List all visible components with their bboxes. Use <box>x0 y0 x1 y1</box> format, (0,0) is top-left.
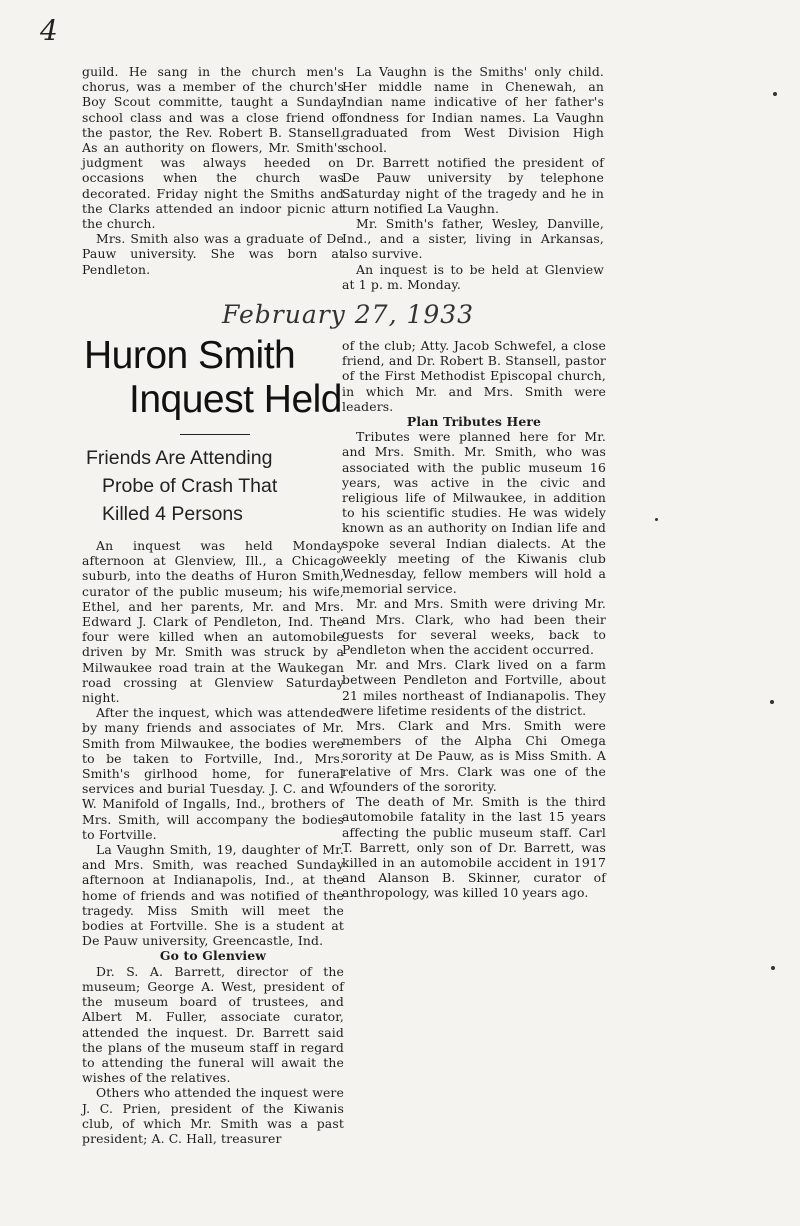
section-heading-glenview: Go to Glenview <box>159 948 267 964</box>
subheadline <box>86 444 340 528</box>
subheadline-line: Friends Are Attending <box>86 447 273 469</box>
right-top-column <box>342 64 604 292</box>
paragraph: Dr. Barrett notified the president of De Pauw university by telephone Saturday night of the tragedy and he in turn notified La Vaughn. <box>342 155 604 216</box>
paragraph: Dr. S. A. Barrett, director of the museum; George A. West, president of the museum board of trustees, and Albert M. Fuller, associate curator, attended the inquest. Dr. Barrett said the plans of the museum staff in regard to attending the funeral will await the wishes of the relatives. <box>82 963 344 1086</box>
scan-speck <box>773 92 777 96</box>
headline-line: Huron Smith <box>84 334 296 377</box>
left-body-column <box>82 538 344 1146</box>
headline-line: Inquest Held <box>129 378 342 421</box>
paragraph: An inquest is to be held at Glenview at 1 p. m. Monday. <box>342 261 604 292</box>
paragraph: An inquest was held Monday afternoon at Glenview, Ill., a Chicago suburb, into the deaths of Huron Smith, curator of the public museum; his wife, Ethel, and her parents, Mr. and Mrs. Edward J. Clark of Pendleton, Ind. The four were killed when an automobile driven by Mr. Smith was struck by a Milwaukee road train at the Waukegan road crossing at Glenview Saturday night. <box>82 538 344 706</box>
page-number: 4 <box>40 14 58 47</box>
left-top-column <box>82 64 344 277</box>
subheadline-line: Probe of Crash That <box>102 475 278 497</box>
paragraph: Mr. and Mrs. Clark lived on a farm between Pendleton and Fortville, about 21 miles northeast of Indianapolis. They were lifetime residents of the district. <box>342 657 606 718</box>
paragraph: Mr. Smith's father, Wesley, Danville, Ind., and a sister, living in Arkansas, also survive. <box>342 216 604 262</box>
paragraph: Others who attended the inquest were J. C. Prien, president of the Kiwanis club, of which Mr. Smith was a past president; A. C. Hall, treasurer <box>82 1085 344 1146</box>
divider <box>180 434 250 435</box>
paragraph: The death of Mr. Smith is the third automobile fatality in the last 15 years affecting the public museum staff. Carl T. Barrett, only son of Dr. Barrett, was killed in an automobile accident in 1917 and Alanson B. Skinner, curator of anthropology, was killed 10 years ago. <box>342 794 606 901</box>
handwritten-date: February 27, 1933 <box>222 300 475 329</box>
scan-speck <box>770 700 774 704</box>
paragraph: Mrs. Clark and Mrs. Smith were members of the Alpha Chi Omega sorority at De Pauw, as is Miss Smith. A relative of Mrs. Clark was one of the founders of the sorority. <box>342 718 606 794</box>
paragraph: of the club; Atty. Jacob Schwefel, a close friend, and Dr. Robert B. Stansell, pastor of the First Methodist Episcopal church, in which Mr. and Mrs. Smith were leaders. <box>342 338 606 414</box>
paragraph: La Vaughn is the Smiths' only child. Her middle name in Chenewah, an Indian name indicative of her father's fondness for Indian names. La Vaughn graduated from West Division High school. <box>342 64 604 156</box>
paragraph: Tributes were planned here for Mr. and Mrs. Smith. Mr. Smith, who was associated with the public museum 16 years, was active in the civic and religious life of Milwaukee, in addition to his scientific studies. He was widely known as an authority on Indian life and spoke several Indian dialects. At the weekly meeting of the Kiwanis club Wednesday, fellow members will hold a memorial service. <box>342 429 606 597</box>
paragraph: guild. He sang in the church men's chorus, was a member of the church's Boy Scout committe, taught a Sunday school class and was a close friend of the pastor, the Rev. Robert B. Stansell. As an authority on flowers, Mr. Smith's judgment was always heeded on occasions when the church was decorated. Friday night the Smiths and the Clarks attended an indoor picnic at the church. <box>82 64 344 232</box>
headline <box>82 334 344 422</box>
section-heading-tributes: Plan Tributes Here <box>406 414 542 430</box>
scan-speck <box>655 518 658 521</box>
subheadline-line: Killed 4 Persons <box>102 503 243 525</box>
right-body-column <box>342 338 606 901</box>
scan-speck <box>771 966 775 970</box>
paragraph: Mr. and Mrs. Smith were driving Mr. and Mrs. Clark, who had been their guests for several weeks, back to Pendleton when the accident occurred. <box>342 596 606 658</box>
paragraph: Mrs. Smith also was a graduate of De Pauw university. She was born at Pendleton. <box>82 231 344 277</box>
paragraph: After the inquest, which was attended by many friends and associates of Mr. Smith from Milwaukee, the bodies were to be taken to Fortville, Ind., Mrs. Smith's girlhood home, for funeral services and burial Tuesday. J. C. and W. W. Manifold of Ingalls, Ind., brothers of Mrs. Smith, will accompany the bodies to Fortville. <box>82 705 344 842</box>
paragraph: La Vaughn Smith, 19, daughter of Mr. and Mrs. Smith, was reached Sunday afternoon at Indianapolis, Ind., at the home of friends and was notified of the tragedy. Miss Smith will meet the bodies at Fortville. She is a student at De Pauw university, Greencastle, Ind. <box>82 842 344 949</box>
